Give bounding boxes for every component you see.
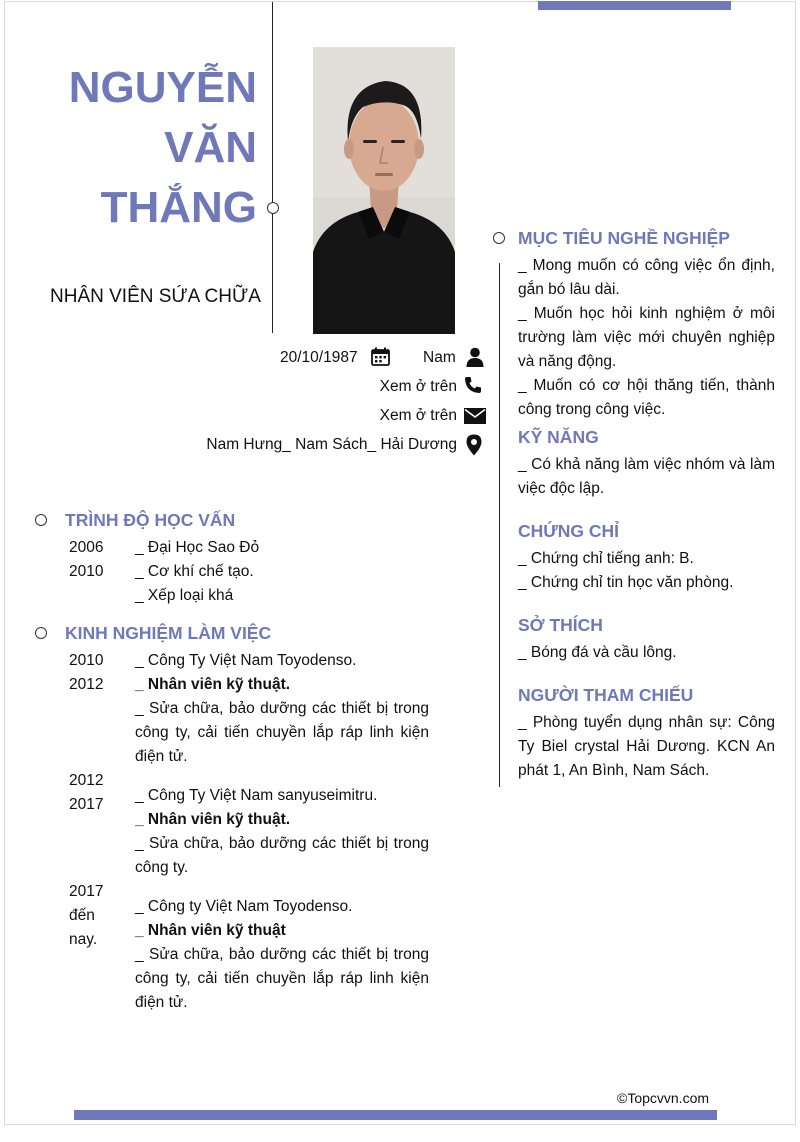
job-1-details bbox=[135, 649, 429, 769]
objective-title: MỤC TIÊU NGHỀ NGHIỆP bbox=[518, 228, 730, 248]
birthdate: 20/10/1987 bbox=[280, 349, 358, 366]
education-years bbox=[69, 536, 103, 584]
job-2-position: _ Nhân viên kỹ thuật. bbox=[135, 811, 291, 828]
education-title: TRÌNH ĐỘ HỌC VẤN bbox=[65, 510, 236, 530]
header-divider-dot bbox=[267, 202, 279, 214]
phone-icon bbox=[464, 376, 482, 399]
references-details bbox=[518, 711, 775, 783]
education-grade: _ Xếp loại khá bbox=[135, 587, 234, 604]
name-line-3: THẮNG bbox=[100, 183, 257, 232]
job-3-description: _ Sửa chữa, bảo dưỡng các thiết bị trong công ty, cải tiến chuyền lắp ráp linh kiện điện tử. bbox=[135, 946, 429, 1011]
phone-text: Xem ở trên bbox=[379, 378, 457, 395]
candidate-name bbox=[17, 58, 257, 238]
address-text: Nam Hưng_ Nam Sách_ Hải Dương bbox=[206, 436, 457, 453]
objective-line-3: _ Muốn có cơ hội thăng tiến, thành công trong công việc. bbox=[518, 377, 775, 418]
envelope-icon bbox=[464, 408, 486, 429]
certificate-english: _ Chứng chỉ tiếng anh: B. bbox=[518, 550, 694, 567]
hobbies-line-1: _ Bóng đá và cầu lông. bbox=[518, 644, 677, 661]
objective-dot bbox=[493, 232, 505, 244]
calendar-icon bbox=[371, 347, 390, 371]
skills-line-1: _ Có khả năng làm việc nhóm và làm việc độc lập. bbox=[518, 456, 775, 497]
job-3-year-mid: đến bbox=[69, 907, 95, 924]
job-2-details bbox=[135, 784, 429, 880]
objective-line-2: _ Muốn học hỏi kinh nghiệm ở môi trường làm việc mới chuyên nghiệp và năng động. bbox=[518, 305, 775, 370]
footer-copyright: ©Topcvvn.com bbox=[617, 1090, 710, 1106]
job-2-description: _ Sửa chữa, bảo dưỡng các thiết bị trong công ty. bbox=[135, 835, 429, 876]
job-3-year-start: 2017 bbox=[69, 883, 104, 900]
job-3-year-end: nay. bbox=[69, 931, 98, 948]
name-line-1: NGUYỄN bbox=[68, 63, 257, 112]
job-1-position: _ Nhân viên kỹ thuật. bbox=[135, 676, 291, 693]
job-2-company: _ Công Ty Việt Nam sanyuseimitru. bbox=[135, 787, 378, 804]
job-2-year-start: 2012 bbox=[69, 772, 104, 789]
bottom-accent-bar bbox=[74, 1110, 717, 1120]
experience-dot bbox=[35, 627, 47, 639]
certificate-office: _ Chứng chỉ tin học văn phòng. bbox=[518, 574, 734, 591]
job-2-year-end: 2017 bbox=[69, 796, 104, 813]
education-major: _ Cơ khí chế tạo. bbox=[135, 563, 254, 580]
job-3-company: _ Công ty Việt Nam Toyodenso. bbox=[135, 898, 353, 915]
certificates-title: CHỨNG CHỈ bbox=[518, 521, 620, 541]
experience-title: KINH NGHIỆM LÀM VIỆC bbox=[65, 623, 272, 643]
job-1-year-end: 2012 bbox=[69, 676, 104, 693]
education-year-end: 2010 bbox=[69, 563, 104, 580]
job-1-company: _ Công Ty Việt Nam Toyodenso. bbox=[135, 652, 357, 669]
education-school: _ Đại Học Sao Đỏ bbox=[135, 539, 260, 556]
profile-photo bbox=[313, 47, 455, 334]
job-3-position: _ Nhân viên kỹ thuật bbox=[135, 922, 286, 939]
right-column-line bbox=[499, 263, 500, 787]
references-title: NGƯỜI THAM CHIẾU bbox=[518, 685, 694, 705]
location-pin-icon bbox=[466, 434, 482, 461]
gender: Nam bbox=[423, 349, 456, 366]
objective-details bbox=[518, 254, 775, 422]
objective-line-1: _ Mong muốn có công việc ổn định, gắn bó lâu dài. bbox=[518, 257, 775, 298]
person-icon bbox=[466, 347, 484, 372]
job-2-years bbox=[69, 769, 103, 817]
job-title: NHÂN VIÊN SỨA CHỮA bbox=[50, 286, 261, 307]
certificates-details bbox=[518, 547, 775, 595]
header-divider-line bbox=[272, 2, 273, 333]
top-accent-bar bbox=[538, 1, 731, 10]
email-text: Xem ở trên bbox=[379, 407, 457, 424]
job-1-year-start: 2010 bbox=[69, 652, 104, 669]
job-3-years bbox=[69, 880, 103, 952]
hobbies-details bbox=[518, 641, 775, 665]
skills-title: KỸ NĂNG bbox=[518, 427, 599, 447]
skills-details bbox=[518, 453, 775, 501]
references-line-1: _ Phòng tuyển dụng nhân sự: Công Ty Biel crystal Hải Dương. KCN An phát 1, An Bình, Nam Sách. bbox=[518, 714, 775, 779]
hobbies-title: SỞ THÍCH bbox=[518, 615, 603, 635]
name-line-2: VĂN bbox=[164, 123, 257, 172]
education-year-start: 2006 bbox=[69, 539, 104, 556]
job-1-years bbox=[69, 649, 103, 697]
education-dot bbox=[35, 514, 47, 526]
job-3-details bbox=[135, 895, 429, 1015]
job-1-description: _ Sửa chữa, bảo dưỡng các thiết bị trong công ty, cải tiến chuyền lắp ráp linh kiện điện tử. bbox=[135, 700, 429, 765]
education-details bbox=[135, 536, 435, 608]
